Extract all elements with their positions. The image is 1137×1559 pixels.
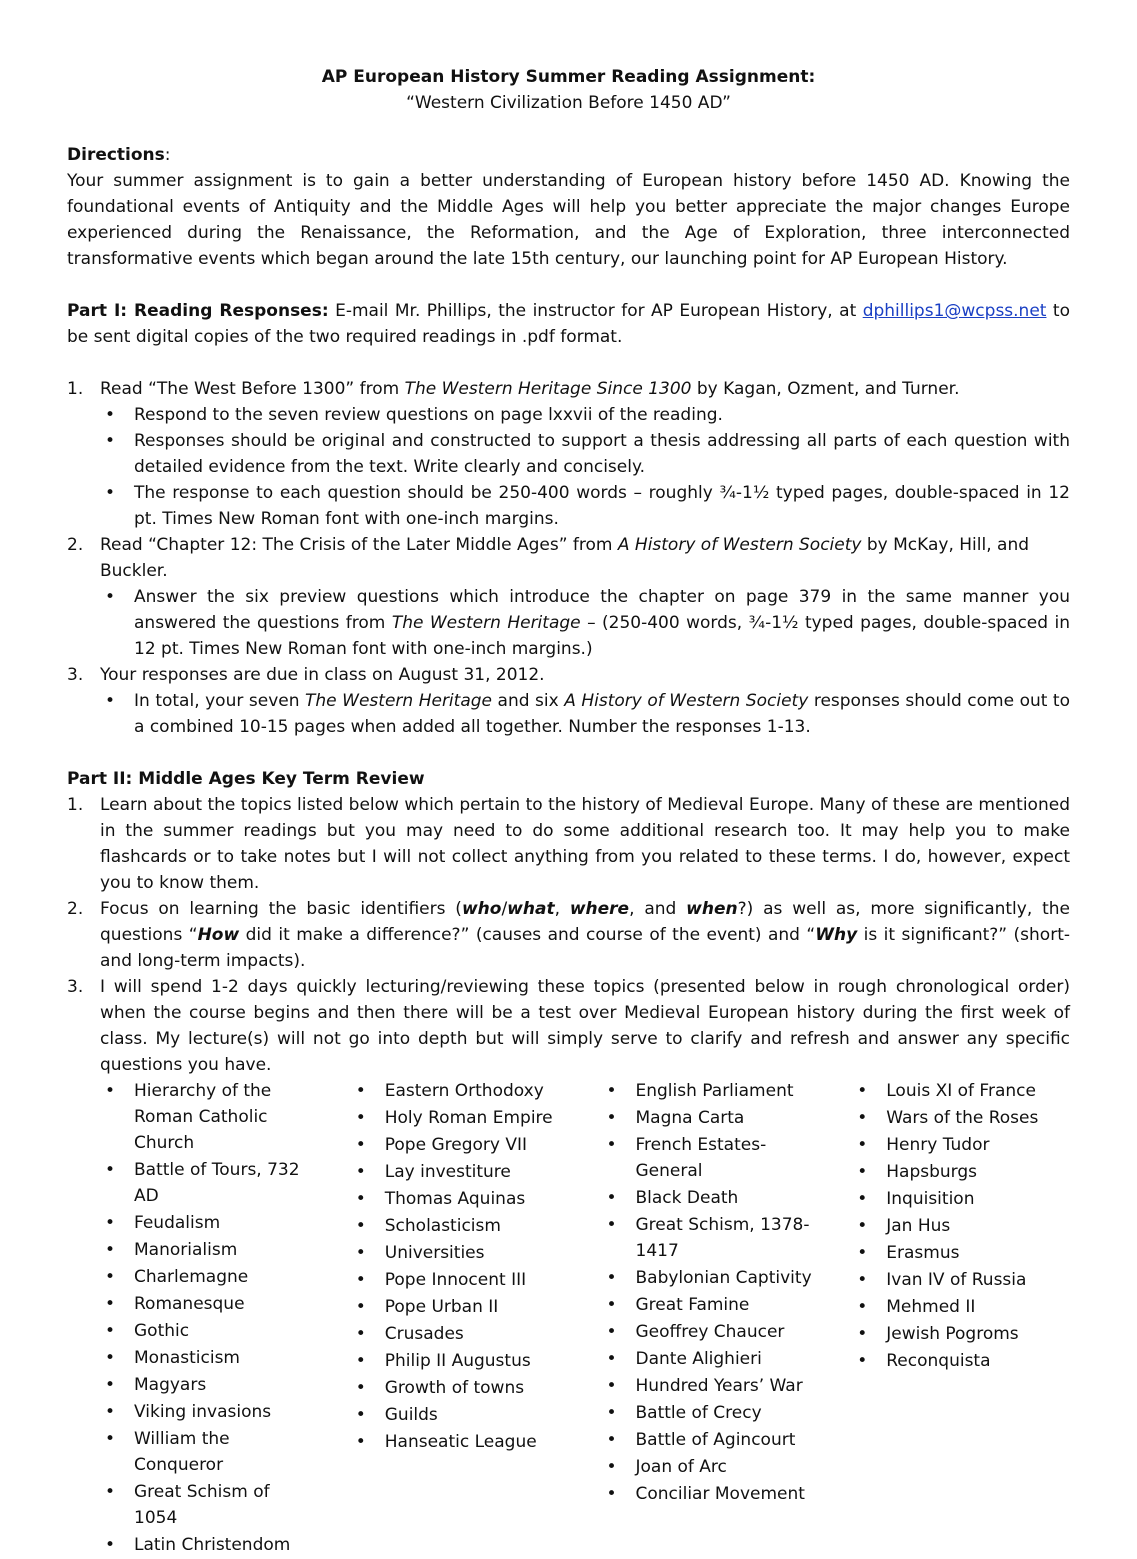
bullet-icon: • (105, 483, 116, 503)
bullet-item: • Answer the six preview questions which introduce the chapter on page 379 in the same manner you answered the questions from The Western Heritage – (250-400 words, ¾-1½ typed pages, double-spaced in 12 pt. Times New Roman font with one-inch margins.) (67, 584, 1070, 662)
key-term-label: Henry Tudor (886, 1135, 990, 1155)
key-term-label: Crusades (384, 1324, 464, 1344)
key-term-label: Battle of Tours, 732 AD (134, 1160, 300, 1206)
key-term-label: Joan of Arc (635, 1457, 727, 1477)
list-item: 2. Read “Chapter 12: The Crisis of the Later Middle Ages” from A History of Western Society by McKay, Hill, and Buckler. (67, 535, 1030, 581)
part2-section (67, 766, 1070, 1559)
bullet-icon: • (105, 431, 116, 451)
key-term-label: Hierarchy of the Roman Catholic Church (134, 1081, 272, 1153)
bullet-icon: • (105, 1081, 116, 1101)
bullet-icon: • (857, 1351, 868, 1371)
email-link[interactable]: dphillips1@wcpss.net (862, 301, 1047, 321)
key-term-item (318, 1321, 569, 1347)
list-item: 2. Focus on learning the basic identifiers (who/what, where, and when?) as well as, more significantly, the questions “How did it make a difference?” (causes and course of the event) and “Why is it significant?” (short- and long-term impacts). (67, 899, 1070, 971)
bullet-item: • Respond to the seven review questions on page lxxvii of the reading. (67, 402, 1070, 428)
key-term-label: Jan Hus (886, 1216, 951, 1236)
key-term-item (67, 1426, 318, 1478)
key-term-label: Romanesque (134, 1294, 245, 1314)
bullet-icon: • (355, 1405, 366, 1425)
key-term-label: Pope Gregory VII (384, 1135, 528, 1155)
bullet-icon: • (355, 1108, 366, 1128)
directions-heading: Directions (67, 145, 165, 165)
list-item: 3. Your responses are due in class on August 31, 2012. (67, 665, 545, 685)
bullet-icon: • (105, 1240, 116, 1260)
key-term-item (819, 1132, 1070, 1158)
terms-column-1 (67, 1078, 318, 1559)
key-term-item (67, 1479, 318, 1531)
key-term-item (318, 1186, 569, 1212)
bullet-icon: • (355, 1270, 366, 1290)
key-term-item (819, 1294, 1070, 1320)
bullet-icon: • (105, 1482, 116, 1502)
key-term-label: Latin Christendom (134, 1535, 291, 1555)
bullet-icon: • (105, 691, 116, 711)
list-item: 1. Read “The West Before 1300” from The Western Heritage Since 1300 by Kagan, Ozment, and Turner. (67, 379, 960, 399)
bullet-icon: • (606, 1268, 617, 1288)
part1-section (67, 298, 1070, 740)
bullet-icon: • (355, 1297, 366, 1317)
bullet-icon: • (105, 1402, 116, 1422)
key-term-label: Growth of towns (384, 1378, 525, 1398)
document-page (67, 62, 1070, 1559)
key-term-label: Great Schism of 1054 (134, 1482, 270, 1528)
bullet-icon: • (105, 1375, 116, 1395)
bullet-icon: • (606, 1081, 617, 1101)
part1-intro: Part I: Reading Responses: E-mail Mr. Phillips, the instructor for AP European History, at dphillips1@wcpss.net to be sent digital copies of the two required readings in .pdf format. (67, 301, 1070, 347)
key-term-item (67, 1532, 318, 1558)
bullet-icon: • (857, 1243, 868, 1263)
key-term-item (819, 1159, 1070, 1185)
key-term-item (67, 1264, 318, 1290)
key-term-label: Babylonian Captivity (635, 1268, 812, 1288)
key-term-label: Feudalism (134, 1213, 221, 1233)
key-term-item (67, 1237, 318, 1263)
bullet-icon: • (857, 1297, 868, 1317)
part1-heading: Part I: Reading Responses: (67, 301, 329, 321)
key-term-item (318, 1078, 569, 1104)
key-term-label: Ivan IV of Russia (886, 1270, 1027, 1290)
key-term-item (318, 1375, 569, 1401)
key-term-item (569, 1373, 820, 1399)
key-term-label: Scholasticism (384, 1216, 501, 1236)
bullet-icon: • (606, 1403, 617, 1423)
key-term-item (569, 1132, 820, 1184)
bullet-icon: • (355, 1324, 366, 1344)
bullet-icon: • (355, 1432, 366, 1452)
key-term-item (569, 1346, 820, 1372)
key-term-item (67, 1318, 318, 1344)
bullet-icon: • (105, 1160, 116, 1180)
key-term-item (569, 1319, 820, 1345)
key-term-label: Monasticism (134, 1348, 240, 1368)
key-term-label: Eastern Orthodoxy (384, 1081, 544, 1101)
part1-list (67, 376, 1070, 740)
terms-column-2 (318, 1078, 569, 1559)
bullet-icon: • (606, 1322, 617, 1342)
bullet-icon: • (355, 1135, 366, 1155)
directions-text: Your summer assignment is to gain a better understanding of European history before 1450 AD. Knowing the foundational events of Antiquity and the Middle Ages will help you better appreciate the major changes Europe experienced during the Renaissance, the Reformation, and the Age of Exploration, three interconnected transformative events which began around the late 15th century, our launching point for AP European History. (67, 171, 1070, 269)
bullet-icon: • (105, 1321, 116, 1341)
bullet-icon: • (105, 1213, 116, 1233)
bullet-icon: • (105, 1348, 116, 1368)
key-term-label: Manorialism (134, 1240, 238, 1260)
key-term-item (67, 1372, 318, 1398)
key-term-item (318, 1240, 569, 1266)
key-term-label: Lay investiture (384, 1162, 511, 1182)
key-term-item (569, 1265, 820, 1291)
key-term-item (819, 1267, 1070, 1293)
key-term-label: Reconquista (886, 1351, 991, 1371)
key-term-item (569, 1185, 820, 1211)
bullet-icon: • (606, 1484, 617, 1504)
bullet-item: • In total, your seven The Western Heritage and six A History of Western Society responses should come out to a combined 10-15 pages when added all together. Number the responses 1-13. (67, 688, 1070, 740)
key-term-label: Viking invasions (134, 1402, 272, 1422)
bullet-icon: • (857, 1189, 868, 1209)
document-subtitle: “Western Civilization Before 1450 AD” (406, 93, 731, 113)
key-term-item (569, 1212, 820, 1264)
key-term-label: Louis XI of France (886, 1081, 1036, 1101)
bullet-icon: • (606, 1188, 617, 1208)
bullet-icon: • (606, 1108, 617, 1128)
bullet-item: • Responses should be original and constructed to support a thesis addressing all parts of each question with detailed evidence from the text. Write clearly and concisely. (67, 428, 1070, 480)
key-term-label: Thomas Aquinas (384, 1189, 526, 1209)
bullet-icon: • (857, 1270, 868, 1290)
bullet-icon: • (105, 587, 116, 607)
bullet-icon: • (857, 1108, 868, 1128)
key-term-item (569, 1481, 820, 1507)
terms-column-3 (569, 1078, 820, 1559)
key-term-label: Hanseatic League (384, 1432, 537, 1452)
key-term-item (318, 1402, 569, 1428)
key-term-item (67, 1210, 318, 1236)
bullet-icon: • (355, 1351, 366, 1371)
key-term-label: Philip II Augustus (384, 1351, 531, 1371)
document-title: AP European History Summer Reading Assignment: (321, 67, 816, 87)
key-term-label: Magna Carta (635, 1108, 745, 1128)
bullet-icon: • (857, 1135, 868, 1155)
key-term-item (318, 1348, 569, 1374)
key-term-label: Battle of Agincourt (635, 1430, 796, 1450)
key-term-label: Holy Roman Empire (384, 1108, 553, 1128)
bullet-icon: • (105, 1267, 116, 1287)
key-term-item (819, 1348, 1070, 1374)
key-term-label: Universities (384, 1243, 485, 1263)
key-term-item (318, 1429, 569, 1455)
terms-column-4 (819, 1078, 1070, 1559)
bullet-icon: • (606, 1457, 617, 1477)
list-item: 3. I will spend 1-2 days quickly lecturing/reviewing these topics (presented below in rough chronological order) when the course begins and then there will be a test over Medieval European history during the first week of class. My lecture(s) will not go into depth but will simply serve to clarify and refresh and answer any specific questions you have. (67, 977, 1070, 1075)
key-term-label: Great Schism, 1378-1417 (635, 1215, 810, 1261)
key-term-label: Gothic (134, 1321, 190, 1341)
key-term-item (569, 1427, 820, 1453)
key-term-label: Pope Urban II (384, 1297, 499, 1317)
key-term-label: Conciliar Movement (635, 1484, 805, 1504)
bullet-icon: • (606, 1430, 617, 1450)
key-term-item (819, 1186, 1070, 1212)
list-item: 1. Learn about the topics listed below which pertain to the history of Medieval Europe. Many of these are mentioned in the summer readings but you may need to do some additional research too. It may help you to make flashcards or to take notes but I will not collect anything from you related to these terms. I do, however, expect you to know them. (67, 795, 1070, 893)
key-term-item (569, 1078, 820, 1104)
directions-heading-line: Directions: (67, 145, 171, 165)
key-term-item (318, 1294, 569, 1320)
bullet-icon: • (606, 1349, 617, 1369)
key-term-item (318, 1213, 569, 1239)
key-term-item (67, 1291, 318, 1317)
bullet-icon: • (355, 1378, 366, 1398)
bullet-icon: • (355, 1243, 366, 1263)
key-term-label: Inquisition (886, 1189, 975, 1209)
key-term-item (67, 1345, 318, 1371)
bullet-icon: • (105, 1535, 116, 1555)
key-term-item (819, 1078, 1070, 1104)
key-term-label: English Parliament (635, 1081, 794, 1101)
key-term-label: Hapsburgs (886, 1162, 978, 1182)
key-term-label: Dante Alighieri (635, 1349, 762, 1369)
bullet-icon: • (857, 1081, 868, 1101)
key-term-item (569, 1292, 820, 1318)
key-term-item (67, 1399, 318, 1425)
key-term-label: Magyars (134, 1375, 207, 1395)
bullet-icon: • (606, 1215, 617, 1235)
key-term-label: Geoffrey Chaucer (635, 1322, 785, 1342)
key-term-label: Charlemagne (134, 1267, 249, 1287)
key-term-item (819, 1105, 1070, 1131)
key-term-item (569, 1454, 820, 1480)
bullet-icon: • (105, 405, 116, 425)
bullet-icon: • (355, 1162, 366, 1182)
bullet-icon: • (105, 1294, 116, 1314)
bullet-icon: • (355, 1216, 366, 1236)
bullet-icon: • (606, 1135, 617, 1155)
key-term-item (819, 1213, 1070, 1239)
key-term-label: Jewish Pogroms (886, 1324, 1019, 1344)
key-term-label: Black Death (635, 1188, 739, 1208)
bullet-icon: • (355, 1081, 366, 1101)
bullet-item: • The response to each question should be 250-400 words – roughly ¾-1½ typed pages, double-spaced in 12 pt. Times New Roman font with one-inch margins. (67, 480, 1070, 532)
key-term-item (569, 1400, 820, 1426)
directions-section (67, 142, 1070, 272)
key-term-item (569, 1105, 820, 1131)
bullet-icon: • (857, 1216, 868, 1236)
key-term-item (67, 1078, 318, 1156)
key-term-label: Battle of Crecy (635, 1403, 762, 1423)
key-term-item (318, 1267, 569, 1293)
key-term-label: Wars of the Roses (886, 1108, 1039, 1128)
key-term-label: Guilds (384, 1405, 438, 1425)
key-term-item (819, 1321, 1070, 1347)
key-term-item (318, 1132, 569, 1158)
key-term-label: Erasmus (886, 1243, 960, 1263)
key-term-item (318, 1159, 569, 1185)
key-terms-grid (67, 1078, 1070, 1559)
key-term-label: William the Conqueror (134, 1429, 230, 1475)
bullet-icon: • (105, 1429, 116, 1449)
key-term-label: Mehmed II (886, 1297, 976, 1317)
key-term-label: French Estates-General (635, 1135, 767, 1181)
key-term-label: Pope Innocent III (384, 1270, 527, 1290)
part2-heading: Part II: Middle Ages Key Term Review (67, 769, 425, 789)
bullet-icon: • (606, 1295, 617, 1315)
key-term-item (318, 1105, 569, 1131)
bullet-icon: • (606, 1376, 617, 1396)
key-term-item (819, 1240, 1070, 1266)
key-term-item (67, 1157, 318, 1209)
bullet-icon: • (857, 1162, 868, 1182)
key-term-label: Great Famine (635, 1295, 750, 1315)
bullet-icon: • (355, 1189, 366, 1209)
key-term-label: Hundred Years’ War (635, 1376, 803, 1396)
bullet-icon: • (857, 1324, 868, 1344)
